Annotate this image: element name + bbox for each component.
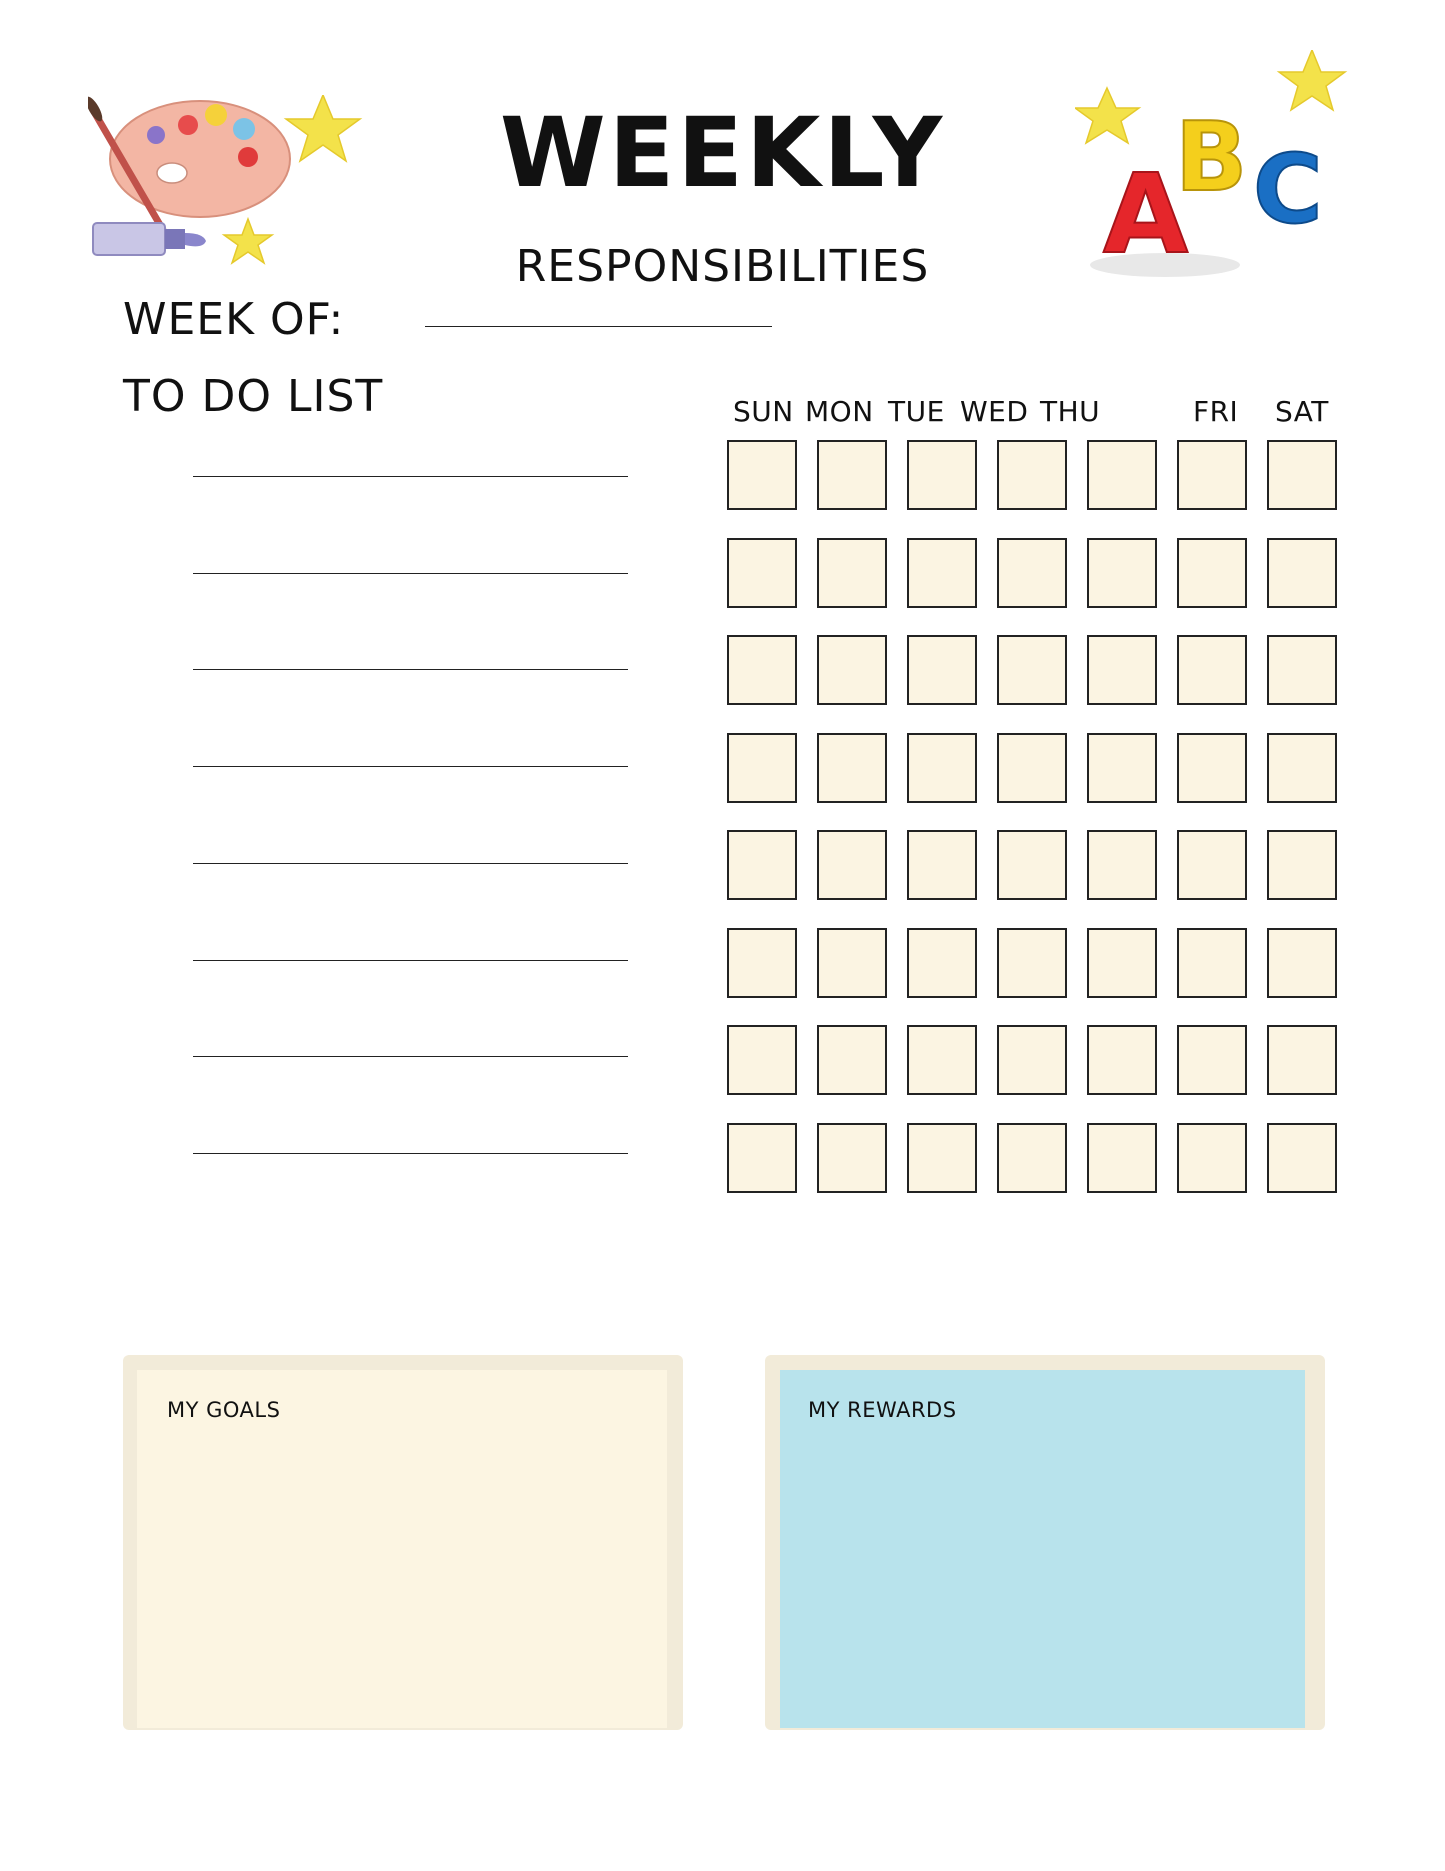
- checkbox-sat-row-8[interactable]: [1267, 1123, 1337, 1193]
- checkbox-tue-row-2[interactable]: [907, 538, 977, 608]
- day-header-thu: THU: [1040, 395, 1101, 428]
- checkbox-thu-row-5[interactable]: [1087, 830, 1157, 900]
- day-header-wed: WED: [960, 395, 1029, 428]
- week-of-field[interactable]: [425, 326, 772, 327]
- checkbox-sun-row-3[interactable]: [727, 635, 797, 705]
- checkbox-thu-row-7[interactable]: [1087, 1025, 1157, 1095]
- checkbox-tue-row-8[interactable]: [907, 1123, 977, 1193]
- checkbox-mon-row-3[interactable]: [817, 635, 887, 705]
- letter-b-icon: B: [1175, 103, 1248, 213]
- checkbox-wed-row-2[interactable]: [997, 538, 1067, 608]
- checkbox-sun-row-4[interactable]: [727, 733, 797, 803]
- checkbox-fri-row-4[interactable]: [1177, 733, 1247, 803]
- checkbox-tue-row-3[interactable]: [907, 635, 977, 705]
- day-header-mon: MON: [805, 395, 874, 428]
- todo-line[interactable]: [193, 573, 628, 574]
- goals-panel[interactable]: [137, 1370, 667, 1728]
- checkbox-sat-row-1[interactable]: [1267, 440, 1337, 510]
- checkbox-mon-row-1[interactable]: [817, 440, 887, 510]
- day-header-sun: SUN: [733, 395, 794, 428]
- checkbox-thu-row-4[interactable]: [1087, 733, 1157, 803]
- checkbox-fri-row-1[interactable]: [1177, 440, 1247, 510]
- checkbox-thu-row-8[interactable]: [1087, 1123, 1157, 1193]
- checkbox-mon-row-2[interactable]: [817, 538, 887, 608]
- checkbox-wed-row-1[interactable]: [997, 440, 1067, 510]
- letter-a-icon: A: [1103, 150, 1189, 278]
- day-header-fri: FRI: [1193, 395, 1239, 428]
- checkbox-sat-row-4[interactable]: [1267, 733, 1337, 803]
- checkbox-wed-row-6[interactable]: [997, 928, 1067, 998]
- checkbox-thu-row-2[interactable]: [1087, 538, 1157, 608]
- checkbox-wed-row-4[interactable]: [997, 733, 1067, 803]
- checkbox-sun-row-8[interactable]: [727, 1123, 797, 1193]
- checkbox-tue-row-1[interactable]: [907, 440, 977, 510]
- star-icon: [1279, 50, 1345, 110]
- day-header-sat: SAT: [1275, 395, 1329, 428]
- checkbox-mon-row-7[interactable]: [817, 1025, 887, 1095]
- checkbox-thu-row-1[interactable]: [1087, 440, 1157, 510]
- week-of-label: WEEK OF:: [123, 294, 345, 345]
- checkbox-fri-row-2[interactable]: [1177, 538, 1247, 608]
- todo-line[interactable]: [193, 476, 628, 477]
- letter-c-icon: C: [1253, 135, 1323, 245]
- checkbox-sat-row-3[interactable]: [1267, 635, 1337, 705]
- checkbox-thu-row-3[interactable]: [1087, 635, 1157, 705]
- goals-label: MY GOALS: [167, 1398, 281, 1422]
- checkbox-fri-row-8[interactable]: [1177, 1123, 1247, 1193]
- checkbox-wed-row-7[interactable]: [997, 1025, 1067, 1095]
- day-header-tue: TUE: [888, 395, 945, 428]
- checkbox-fri-row-5[interactable]: [1177, 830, 1247, 900]
- page-title: WEEKLY: [499, 97, 946, 209]
- todo-line[interactable]: [193, 669, 628, 670]
- checkbox-sun-row-5[interactable]: [727, 830, 797, 900]
- checkbox-tue-row-6[interactable]: [907, 928, 977, 998]
- todo-line[interactable]: [193, 1153, 628, 1154]
- checkbox-sat-row-6[interactable]: [1267, 928, 1337, 998]
- rewards-panel[interactable]: [780, 1370, 1305, 1728]
- checkbox-sat-row-2[interactable]: [1267, 538, 1337, 608]
- checkbox-sun-row-2[interactable]: [727, 538, 797, 608]
- checkbox-sat-row-7[interactable]: [1267, 1025, 1337, 1095]
- checkbox-tue-row-7[interactable]: [907, 1025, 977, 1095]
- checkbox-sat-row-5[interactable]: [1267, 830, 1337, 900]
- todo-list-label: TO DO LIST: [123, 371, 384, 422]
- checkbox-wed-row-3[interactable]: [997, 635, 1067, 705]
- checkbox-mon-row-4[interactable]: [817, 733, 887, 803]
- checkbox-sun-row-1[interactable]: [727, 440, 797, 510]
- todo-line[interactable]: [193, 863, 628, 864]
- rewards-label: MY REWARDS: [808, 1398, 957, 1422]
- checkbox-mon-row-8[interactable]: [817, 1123, 887, 1193]
- checkbox-sun-row-6[interactable]: [727, 928, 797, 998]
- checkbox-tue-row-5[interactable]: [907, 830, 977, 900]
- page-subtitle: RESPONSIBILITIES: [515, 241, 930, 292]
- checkbox-fri-row-7[interactable]: [1177, 1025, 1247, 1095]
- checkbox-mon-row-5[interactable]: [817, 830, 887, 900]
- checkbox-fri-row-6[interactable]: [1177, 928, 1247, 998]
- todo-line[interactable]: [193, 960, 628, 961]
- checkbox-mon-row-6[interactable]: [817, 928, 887, 998]
- todo-line[interactable]: [193, 766, 628, 767]
- checkbox-wed-row-5[interactable]: [997, 830, 1067, 900]
- checkbox-tue-row-4[interactable]: [907, 733, 977, 803]
- checkbox-sun-row-7[interactable]: [727, 1025, 797, 1095]
- todo-line[interactable]: [193, 1056, 628, 1057]
- checkbox-thu-row-6[interactable]: [1087, 928, 1157, 998]
- checkbox-wed-row-8[interactable]: [997, 1123, 1067, 1193]
- checkbox-fri-row-3[interactable]: [1177, 635, 1247, 705]
